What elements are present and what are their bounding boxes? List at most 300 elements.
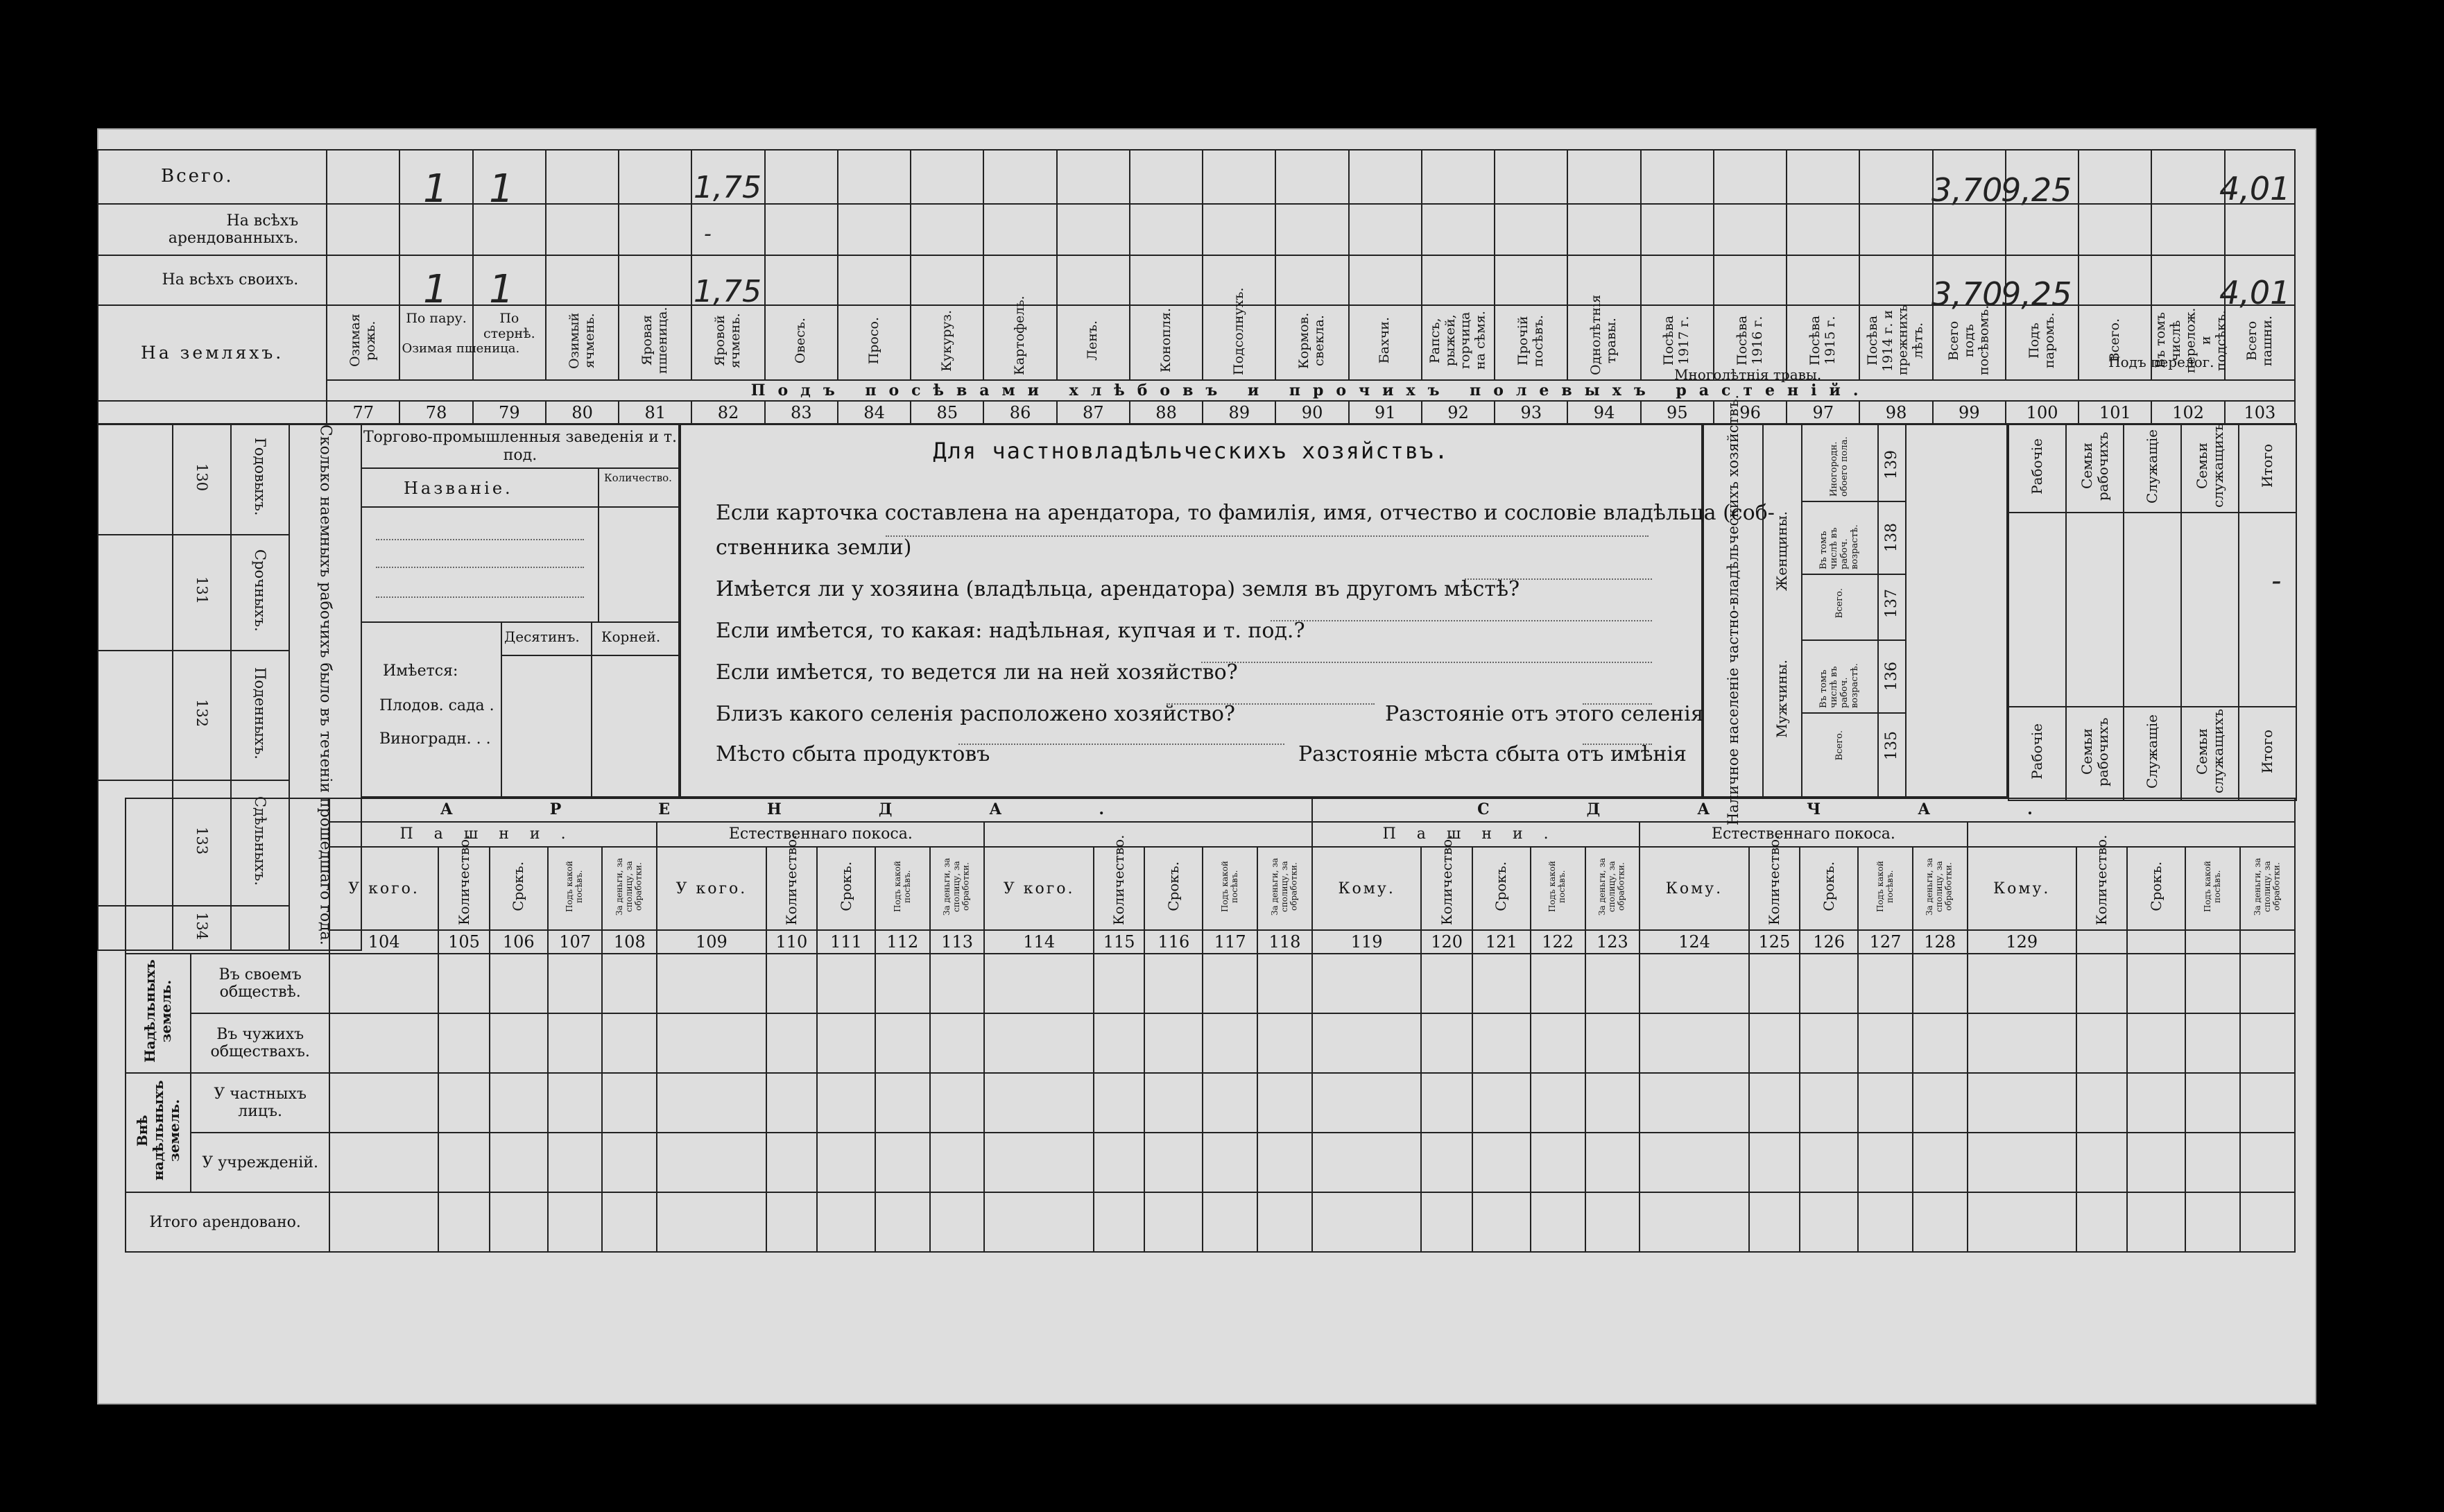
- data-cell: [2185, 954, 2240, 1013]
- staff-label: Семьи рабочихъ: [2078, 716, 2111, 787]
- data-cell: [875, 1013, 930, 1073]
- crop-column-header: [1349, 305, 1422, 380]
- data-cell: [1094, 1192, 1144, 1252]
- data-cell: [1144, 1073, 1203, 1133]
- lease-column-header: [1144, 847, 1203, 930]
- has-label: Имѣется:: [383, 662, 458, 680]
- data-cell: [930, 1073, 985, 1133]
- data-cell: [490, 954, 548, 1013]
- column-number: 127: [1858, 930, 1913, 954]
- column-number: 107: [548, 930, 603, 954]
- data-cell: [1800, 1073, 1858, 1133]
- column-number: 84: [838, 401, 911, 424]
- data-cell: [1421, 1192, 1472, 1252]
- data-cell: [329, 1073, 438, 1133]
- hired-label: Годовыхъ.: [252, 438, 269, 516]
- column-number-empty: [2076, 930, 2127, 954]
- crop-label: Въ томъ числѣ перелож. и подсѣкъ.: [2153, 307, 2229, 374]
- col-number: 134: [193, 911, 211, 940]
- data-cell: [1640, 1073, 1748, 1133]
- group-nadel: [126, 954, 191, 1073]
- question-village-distance: Разстояніе отъ этого селенія: [1385, 702, 1704, 726]
- column-number: 103: [2225, 401, 2295, 424]
- sdacha-title: СДАЧА.: [1312, 798, 2295, 822]
- pop-row-divider: [1801, 501, 1905, 502]
- data-cell: [1531, 954, 1585, 1013]
- group-header: Пашни.: [1312, 822, 1640, 847]
- data-cell: [1312, 1013, 1421, 1073]
- data-cell: [1094, 954, 1144, 1013]
- private-title: Для частновладѣльческихъ хозяйствъ.: [933, 438, 1449, 464]
- crop-column-header: [619, 305, 691, 380]
- lease-label: Подъ какой посѣвъ.: [1875, 861, 1895, 912]
- data-cell: [1472, 1192, 1531, 1252]
- crop-label: Подсолнухъ.: [1230, 287, 1246, 375]
- column-number: 87: [1057, 401, 1130, 424]
- lease-column-header: [1421, 834, 1472, 930]
- pop-col-number: [1879, 570, 1904, 637]
- column-number-empty: [2185, 930, 2240, 954]
- crop-column-header: [2225, 305, 2295, 380]
- question-other-land: Имѣется ли у хозяина (владѣльца, арендатора) земля въ другомъ мѣстѣ?: [716, 577, 1520, 601]
- staff-label: Служащіе: [2144, 714, 2160, 789]
- data-cell: [1094, 1073, 1144, 1133]
- data-cell: [657, 1192, 766, 1252]
- data-cell: [984, 954, 1093, 1013]
- group-vne: [126, 1073, 191, 1192]
- data-cell: [1144, 1192, 1203, 1252]
- lease-label: Подъ какой посѣвъ.: [1219, 861, 1239, 912]
- data-cell: [657, 1073, 766, 1133]
- data-cell: [1203, 1192, 1257, 1252]
- crop-column-header: [1495, 305, 1567, 380]
- lease-column-header: [1094, 834, 1144, 930]
- lease-label: Количество.: [1765, 834, 1782, 925]
- data-cell: [1094, 1133, 1144, 1192]
- data-cell: [438, 1192, 489, 1252]
- crop-label: Ленъ.: [1085, 320, 1101, 361]
- data-cell: [1640, 954, 1748, 1013]
- vineyard-label: Виноградн. . .: [379, 730, 491, 748]
- pop-col-number: [1879, 643, 1904, 710]
- data-cell: [548, 1133, 603, 1192]
- korney-header: Корней.: [601, 628, 661, 645]
- data-cell: [1858, 1133, 1913, 1192]
- column-number: 117: [1203, 930, 1257, 954]
- lease-label: Кому.: [1665, 879, 1723, 897]
- data-cell: [1585, 1013, 1640, 1073]
- population-men: Мужчины.: [1773, 659, 1790, 738]
- pop-col-number: [1879, 504, 1904, 571]
- group-label: Внѣ надѣльныхъ земель.: [133, 1080, 182, 1181]
- lease-label: У кого.: [675, 879, 748, 897]
- crop-column-header: [1275, 305, 1348, 380]
- data-cell: [329, 1133, 438, 1192]
- pop-number: 136: [1882, 662, 1900, 691]
- row-label-vsego: Всего.: [98, 150, 327, 204]
- data-cell: [490, 1133, 548, 1192]
- data-cell: [2127, 1192, 2185, 1252]
- data-cell: [1531, 1013, 1585, 1073]
- lease-column-header: [1257, 847, 1312, 930]
- hand-value: 3,70: [1931, 171, 2003, 209]
- column-number: 90: [1275, 401, 1348, 424]
- crop-column-header: [546, 305, 619, 380]
- lease-label: Срокъ.: [2147, 861, 2165, 911]
- data-cell: [438, 1133, 489, 1192]
- row-label-svoih: На всѣхъ своихъ.: [98, 255, 327, 305]
- pop-col-header: [1802, 643, 1876, 710]
- lease-label: У кого.: [348, 879, 420, 897]
- lease-label: Количество.: [1110, 834, 1128, 925]
- data-cell: [875, 954, 930, 1013]
- data-cell: [817, 954, 875, 1013]
- group-label: Надѣльныхъ земель.: [141, 959, 175, 1063]
- column-number: 81: [619, 401, 691, 424]
- pop-col-label: Въ томъ числѣ въ рабоч. возрастѣ.: [1818, 663, 1860, 708]
- crop-column-header: [983, 295, 1056, 380]
- lease-column-header: [1913, 847, 1968, 930]
- data-cell: [438, 954, 489, 1013]
- staff-label: Итого: [2259, 730, 2275, 774]
- group-header: [1968, 822, 2295, 847]
- crop-label: Посѣва 1917 г.: [1661, 315, 1692, 366]
- data-cell: [1421, 1133, 1472, 1192]
- data-cell: [1913, 1073, 1968, 1133]
- lease-column-header: [875, 847, 930, 930]
- crop-column-header: [1859, 305, 1932, 380]
- data-cell: [602, 954, 657, 1013]
- column-number: 86: [983, 401, 1056, 424]
- crop-label: Озимый ячмень.: [566, 312, 597, 369]
- lease-label: Количество.: [782, 834, 800, 925]
- column-number: 82: [691, 401, 764, 424]
- lease-label: За деньги, за сполицу, за обработки.: [2252, 857, 2282, 916]
- data-cell: [2076, 1192, 2127, 1252]
- data-cell: [984, 1192, 1093, 1252]
- column-number: 126: [1800, 930, 1858, 954]
- data-cell: [2240, 1013, 2295, 1073]
- lease-column-header: [1531, 847, 1585, 930]
- sub-header: По пару.: [406, 311, 467, 326]
- lease-column-header: [657, 847, 766, 930]
- trade-qty-header: Количество.: [604, 472, 672, 484]
- hand-value: 1: [489, 166, 514, 212]
- desyatin-header: Десятинъ.: [504, 628, 580, 645]
- data-cell: [817, 1192, 875, 1252]
- lease-column-header: [1312, 847, 1421, 930]
- column-number: 118: [1257, 930, 1312, 954]
- crop-label: Подъ паромъ.: [2026, 312, 2057, 369]
- column-number: 79: [473, 401, 546, 424]
- column-number: 94: [1567, 401, 1640, 424]
- data-cell: [548, 1192, 603, 1252]
- column-number: 105: [438, 930, 489, 954]
- column-number-empty: [2240, 930, 2295, 954]
- crop-column-header: [2006, 305, 2079, 380]
- staff-label: Рабочіе: [2029, 438, 2045, 495]
- question-land-type: Если имѣется, то какая: надѣльная, купчая и т. под.?: [716, 619, 1305, 643]
- data-cell: [2185, 1073, 2240, 1133]
- staff-label: Семьи рабочихъ: [2078, 431, 2111, 501]
- data-cell: [2185, 1133, 2240, 1192]
- data-cell: [602, 1133, 657, 1192]
- data-cell: [1968, 1013, 2076, 1073]
- data-cell: [1203, 1013, 1257, 1073]
- crop-label: Бахчи.: [1377, 317, 1393, 364]
- pop-row-divider: [1801, 639, 1905, 641]
- lease-column-header: [490, 847, 548, 930]
- hand-value: 4,01: [2219, 170, 2291, 207]
- data-cell: [1640, 1013, 1748, 1073]
- row-label: У учрежденій.: [191, 1133, 329, 1192]
- population-women: Женщины.: [1773, 510, 1790, 591]
- data-cell: [1144, 1013, 1203, 1073]
- corner-cell: [126, 798, 329, 954]
- crop-label: Овесъ.: [793, 317, 809, 364]
- staff-column: [2124, 424, 2181, 513]
- data-cell: [1640, 1133, 1748, 1192]
- data-cell: [2076, 1013, 2127, 1073]
- crop-label: Рапсъ, рыжей, горчица на сѣмя.: [1427, 311, 1488, 370]
- question-owner: Если карточка составлена на арендатора, то фамилія, имя, отчество и сословіе владѣльца (соб-: [716, 501, 1775, 525]
- column-number: 115: [1094, 930, 1144, 954]
- staff-label: Итого: [2259, 444, 2275, 488]
- pop-col-label: Всего.: [1834, 730, 1845, 761]
- crop-column-header: [1057, 305, 1130, 380]
- crop-column-header: [911, 305, 983, 380]
- column-number: 114: [984, 930, 1093, 954]
- hand-value: 1,75: [694, 274, 761, 309]
- crop-column-header: [1203, 287, 1275, 380]
- column-number: 109: [657, 930, 766, 954]
- column-number: 122: [1531, 930, 1585, 954]
- lease-column-header: [766, 834, 817, 930]
- crop-label: Всего пашни.: [2244, 315, 2275, 366]
- data-cell: [657, 1013, 766, 1073]
- crop-column-header: [1130, 305, 1203, 380]
- data-cell: [1800, 1192, 1858, 1252]
- crop-label: Кукуруз.: [938, 309, 954, 372]
- column-number: 128: [1913, 930, 1968, 954]
- lease-label: Срокъ.: [1820, 861, 1837, 911]
- hand-value: 9,25: [2001, 275, 2072, 313]
- col-number: 131: [193, 576, 211, 605]
- data-cell: [1312, 1073, 1421, 1133]
- column-number: 116: [1144, 930, 1203, 954]
- pop-col-label: Иногородн. обоего пола.: [1829, 436, 1850, 497]
- group-ozimaya-pshenitsa: Озимая пшеница.: [402, 341, 520, 356]
- staff-label: Служащіе: [2144, 429, 2160, 504]
- crop-column-header: [691, 305, 764, 380]
- population-title: Наличное населеніе частно-владѣльческихъ хозяйствъ.: [1725, 395, 1741, 826]
- crop-column-header: [2151, 305, 2229, 380]
- lease-label: Срокъ.: [1164, 861, 1182, 911]
- group-header: Естественнаго покоса.: [657, 822, 984, 847]
- pop-col-header: [1802, 712, 1876, 779]
- data-cell: [930, 1133, 985, 1192]
- lease-column-header: [1749, 834, 1800, 930]
- data-cell: [1312, 1192, 1421, 1252]
- question-village: Близъ какого селенія расположено хозяйство?: [716, 702, 1235, 726]
- staff-column: [2124, 707, 2181, 800]
- pop-number: 139: [1882, 450, 1900, 479]
- column-number: 123: [1585, 930, 1640, 954]
- hand-value: 1: [423, 166, 448, 212]
- lease-column-header: [1585, 847, 1640, 930]
- crop-column-header: [1567, 294, 1640, 380]
- lease-label: За деньги, за сполицу, за обработки.: [942, 857, 971, 916]
- crop-label: Всего подъ посѣвомъ.: [1945, 304, 1992, 375]
- data-cell: [1257, 954, 1312, 1013]
- data-cell: [1203, 1133, 1257, 1192]
- column-number: 92: [1422, 401, 1495, 424]
- hand-value: 3,70: [1931, 275, 2003, 313]
- row-label-itogo: Итого арендовано.: [126, 1192, 329, 1252]
- question-market: Мѣсто сбыта продуктовъ: [716, 742, 990, 766]
- data-cell: [1585, 1133, 1640, 1192]
- staff-column: [2239, 707, 2296, 800]
- row-label: Въ чужихъ обществахъ.: [191, 1013, 329, 1073]
- data-cell: [1472, 954, 1531, 1013]
- data-cell: [1472, 1013, 1531, 1073]
- data-cell: [2127, 954, 2185, 1013]
- staff-column: [2008, 707, 2066, 800]
- data-cell: [930, 1192, 985, 1252]
- lease-column-header: [1858, 847, 1913, 930]
- row-label: У частныхъ лицъ.: [191, 1073, 329, 1133]
- data-cell: [1203, 1073, 1257, 1133]
- column-number: 80: [546, 401, 619, 424]
- lease-column-header: [817, 847, 875, 930]
- crop-band-title: Подъ посѣвами хлѣбовъ и прочихъ полевыхъ растеній.: [327, 380, 2295, 401]
- data-cell: [1913, 1013, 1968, 1073]
- column-number: 124: [1640, 930, 1748, 954]
- lease-label: Срокъ.: [837, 861, 854, 911]
- crop-label: Однолѣтнія травы.: [1588, 294, 1619, 375]
- data-cell: [548, 1013, 603, 1073]
- question-farming: Если имѣется, то ведется ли на ней хозяйство?: [716, 660, 1238, 685]
- column-number: 111: [817, 930, 875, 954]
- lease-label: Кому.: [1993, 879, 2051, 897]
- column-number: 104: [329, 930, 438, 954]
- lease-column-header: [1472, 847, 1531, 930]
- data-cell: [2127, 1013, 2185, 1073]
- lease-column-header: [329, 847, 438, 930]
- crop-label: Посѣва 1916 г.: [1734, 315, 1765, 366]
- pop-col-label: Всего.: [1834, 588, 1845, 619]
- column-number: 77: [327, 401, 399, 424]
- data-cell: [2185, 1192, 2240, 1252]
- data-cell: [1749, 1073, 1800, 1133]
- column-number: 113: [930, 930, 985, 954]
- staff-column: [2008, 424, 2066, 513]
- hand-value: 4,01: [2219, 274, 2291, 311]
- staff-table: [2008, 423, 2297, 801]
- lease-column-header: [2240, 847, 2295, 930]
- hired-label: Сдѣльныхъ.: [252, 796, 269, 886]
- trade-title: Торгово-промышленныя заведенія и т. под.: [363, 429, 678, 465]
- data-cell: [2240, 954, 2295, 1013]
- data-cell: [1858, 954, 1913, 1013]
- data-cell: [1257, 1192, 1312, 1252]
- data-cell: [1640, 1192, 1748, 1252]
- column-number: 95: [1641, 401, 1714, 424]
- data-cell: [984, 1013, 1093, 1073]
- crop-label: Просо.: [866, 316, 881, 365]
- lease-column-header: [1203, 847, 1257, 930]
- crop-label: Посѣва 1915 г.: [1807, 315, 1838, 366]
- data-cell: [1968, 1192, 2076, 1252]
- lease-label: Срокъ.: [1492, 861, 1510, 911]
- lease-label: Кому.: [1338, 879, 1395, 897]
- column-number: 89: [1203, 401, 1275, 424]
- crop-label: Яровой ячмень.: [712, 313, 743, 368]
- data-cell: [1144, 1133, 1203, 1192]
- arenda-title: АРЕНДА.: [329, 798, 1312, 822]
- data-cell: [1858, 1192, 1913, 1252]
- crop-column-header: [838, 305, 911, 380]
- data-cell: [1585, 954, 1640, 1013]
- pop-number: 138: [1882, 523, 1900, 552]
- hired-title: Сколько наемныхъ рабочихъ было въ теченіи прошедшаго года.: [316, 424, 334, 945]
- column-number: 101: [2079, 401, 2151, 424]
- lease-label: Подъ какой посѣвъ.: [1547, 861, 1567, 912]
- crop-label: Кормов. свекла.: [1296, 312, 1327, 369]
- data-cell: [930, 1013, 985, 1073]
- data-cell: [1257, 1013, 1312, 1073]
- pop-number: 135: [1882, 731, 1900, 760]
- crop-label: Картофель.: [1012, 295, 1028, 375]
- hand-value: 1: [489, 267, 514, 312]
- data-cell: [1749, 1133, 1800, 1192]
- column-number: 100: [2006, 401, 2079, 424]
- data-cell: [1749, 954, 1800, 1013]
- column-number: 93: [1495, 401, 1567, 424]
- lease-label: Подъ какой посѣвъ.: [565, 861, 585, 912]
- column-number: 129: [1968, 930, 2076, 954]
- staff-label: Семьи служащихъ: [2193, 423, 2226, 508]
- pop-number: 137: [1882, 589, 1900, 618]
- lease-label: Количество.: [455, 834, 472, 925]
- data-cell: [1749, 1013, 1800, 1073]
- lease-column-header: [2127, 847, 2185, 930]
- crop-label: Всего.: [2106, 318, 2122, 363]
- data-cell: [817, 1073, 875, 1133]
- column-number: 112: [875, 930, 930, 954]
- column-number: 106: [490, 930, 548, 954]
- column-number-empty: [2127, 930, 2185, 954]
- column-number: 119: [1312, 930, 1421, 954]
- staff-column: [2066, 707, 2124, 800]
- data-cell: [1531, 1073, 1585, 1133]
- data-cell: [1968, 1133, 2076, 1192]
- trade-name-header: Названіе.: [404, 479, 513, 498]
- crop-column-header: [1422, 305, 1495, 380]
- data-cell: [1585, 1073, 1640, 1133]
- data-cell: [2240, 1133, 2295, 1192]
- data-cell: [1531, 1192, 1585, 1252]
- group-mnogoletnie: Многолѣтнія травы.: [1673, 366, 1822, 384]
- data-cell: [1257, 1073, 1312, 1133]
- lease-label: За деньги, за сполицу, за обработки.: [1269, 857, 1299, 916]
- data-cell: [1749, 1192, 1800, 1252]
- crop-column-header: [765, 305, 838, 380]
- col-number: 133: [193, 827, 211, 855]
- data-cell: [1312, 954, 1421, 1013]
- crop-label: Озимая рожь.: [347, 313, 378, 368]
- lease-column-header: [2076, 834, 2127, 930]
